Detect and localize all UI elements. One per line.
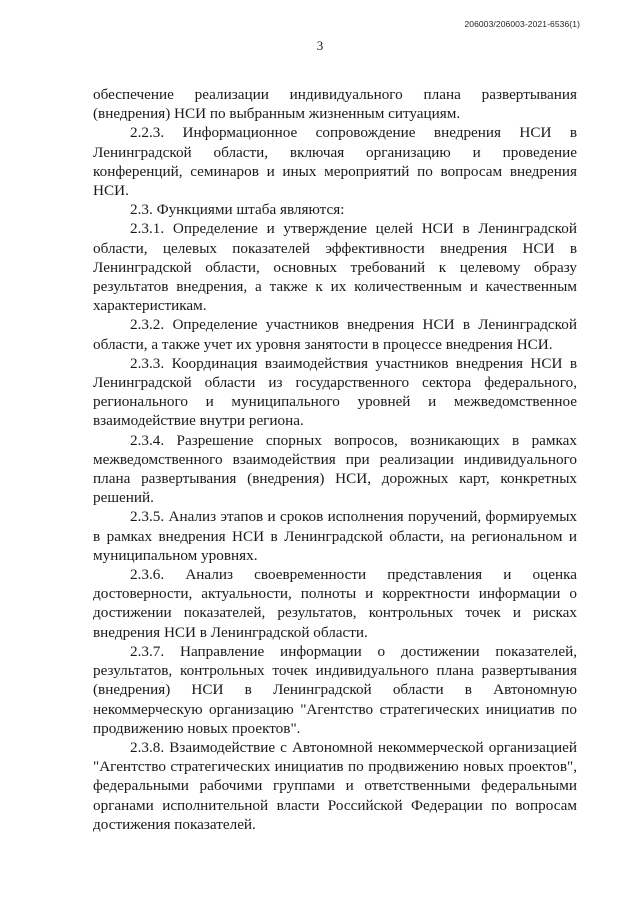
paragraph-2-3-6: 2.3.6. Анализ своевременности представления и оценка достоверности, актуальности, полноты и корректности информации о достижении показателей, результатов, контрольных точек и рисках внедрения НСИ в Ленинградской области. bbox=[93, 566, 577, 641]
paragraph-2-3-7: 2.3.7. Направление информации о достижении показателей, результатов, контрольных точек индивидуального плана развертывания (внедрения) НСИ в Ленинградской области в Автономную некоммерческую организацию "Агентство стратегических инициатив по продвижению новых проектов". bbox=[93, 642, 577, 737]
paragraph-2-3-3: 2.3.3. Координация взаимодействия участников внедрения НСИ в Ленинградской области из государственного сектора федерального, регионального и муниципального уровней и межведомственное взаимодействие внутри региона. bbox=[93, 354, 577, 430]
paragraph-2-2-3: 2.2.3. Информационное сопровождение внедрения НСИ в Ленинградской области, включая организацию и проведение конференций, семинаров и иных мероприятий по вопросам внедрения НСИ. bbox=[93, 124, 577, 200]
paragraph-2-3-1: 2.3.1. Определение и утверждение целей НСИ в Ленинградской области, целевых показателей эффективности внедрения НСИ в Ленинградской области, основных требований к целевому образу результатов внедрения, а также к их количественным и качественным характеристикам. bbox=[93, 220, 577, 315]
paragraph-2-3: 2.3. Функциями штаба являются: bbox=[130, 201, 345, 219]
document-body bbox=[93, 85, 577, 834]
paragraph-2-3-8: 2.3.8. Взаимодействие с Автономной некоммерческой организацией "Агентство стратегических инициатив по продвижению новых проектов", федеральными рабочими группами и ответственными федеральными органами исполнительной власти Российской Федерации по вопросам достижения показателей. bbox=[93, 738, 577, 833]
paragraph-2-3-5: 2.3.5. Анализ этапов и сроков исполнения поручений, формируемых в рамках внедрения НСИ в Ленинградской области, на региональном и муниципальном уровнях. bbox=[93, 508, 577, 564]
paragraph-continuation: обеспечение реализации индивидуального плана развертывания (внедрения) НСИ по выбранным жизненным ситуациям. bbox=[93, 86, 577, 123]
page-number: 3 bbox=[316, 38, 324, 53]
document-id: 206003/206003-2021-6536(1) bbox=[464, 19, 580, 29]
paragraph-2-3-2: 2.3.2. Определение участников внедрения НСИ в Ленинградской области, а также учет их уровня занятости в процессе внедрения НСИ. bbox=[93, 316, 577, 353]
paragraph-2-3-4: 2.3.4. Разрешение спорных вопросов, возникающих в рамках межведомственного взаимодействия при реализации индивидуального плана развертывания (внедрения) НСИ, дорожных карт, конкретных решений. bbox=[93, 431, 577, 507]
